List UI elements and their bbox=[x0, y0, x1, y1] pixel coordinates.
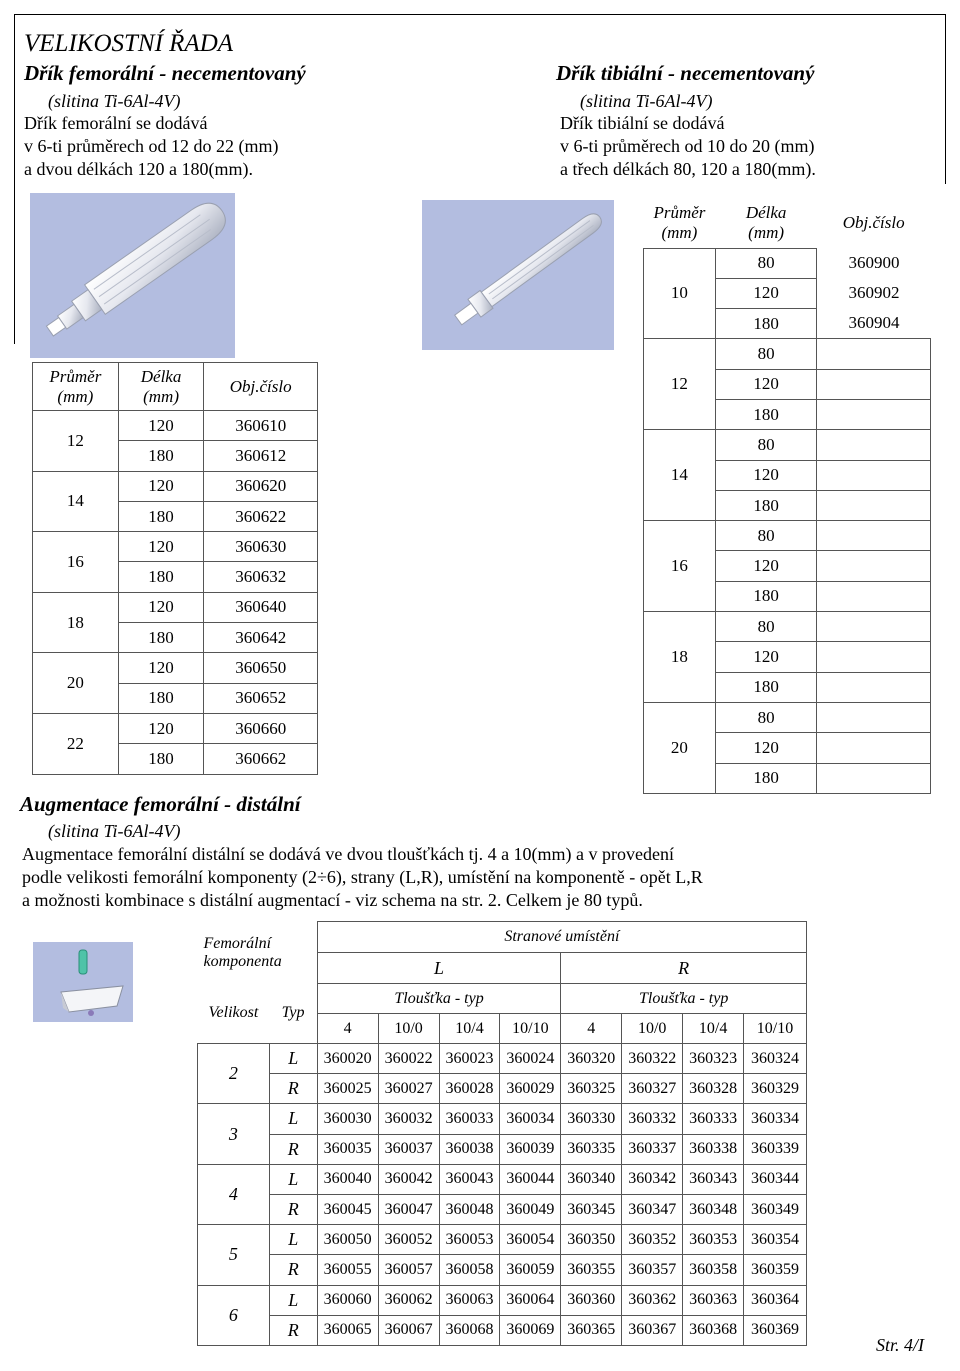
augment-order-number: 360353 bbox=[683, 1225, 744, 1255]
augment-order-number: 360322 bbox=[622, 1044, 683, 1074]
augment-side-type: L bbox=[269, 1164, 317, 1194]
tibial-order-number bbox=[817, 460, 931, 490]
augment-title: Augmentace femorální - distální bbox=[20, 792, 301, 816]
augment-type-header: 4 bbox=[561, 1014, 622, 1044]
femoral-order-number: 360630 bbox=[204, 532, 318, 562]
tibial-length: 180 bbox=[715, 309, 817, 339]
femoral-order-number: 360632 bbox=[204, 562, 318, 592]
table-row bbox=[198, 1315, 807, 1345]
augment-order-number: 360060 bbox=[317, 1285, 378, 1315]
page-frame-left bbox=[14, 14, 15, 344]
tibial-order-number bbox=[817, 642, 931, 672]
femoral-length: 120 bbox=[118, 471, 204, 501]
augment-order-number: 360328 bbox=[683, 1074, 744, 1104]
augment-side-type: L bbox=[269, 1044, 317, 1074]
tibial-length: 80 bbox=[715, 612, 817, 642]
tibial-order-number bbox=[817, 551, 931, 581]
tibial-length: 80 bbox=[715, 248, 817, 278]
augment-order-number: 360038 bbox=[439, 1134, 500, 1164]
augment-order-number: 360334 bbox=[744, 1104, 807, 1134]
table-row bbox=[644, 339, 931, 369]
augment-type-header: 10/10 bbox=[500, 1014, 561, 1044]
augment-order-number: 360064 bbox=[500, 1285, 561, 1315]
augment-order-number: 360028 bbox=[439, 1074, 500, 1104]
page-frame-top bbox=[14, 14, 946, 15]
augment-order-number: 360358 bbox=[683, 1255, 744, 1285]
augment-header-side: Stranové umístění bbox=[317, 922, 806, 953]
augment-header-L: L bbox=[317, 953, 561, 984]
augment-order-number: 360355 bbox=[561, 1255, 622, 1285]
augment-order-number: 360369 bbox=[744, 1315, 807, 1345]
femoral-order-number: 360642 bbox=[204, 623, 318, 653]
augment-order-number: 360032 bbox=[378, 1104, 439, 1134]
augment-order-number: 360325 bbox=[561, 1074, 622, 1104]
tibial-order-number bbox=[817, 702, 931, 732]
augment-order-number: 360022 bbox=[378, 1044, 439, 1074]
femoral-length: 180 bbox=[118, 744, 204, 774]
augment-order-number: 360367 bbox=[622, 1315, 683, 1345]
femoral-table-body bbox=[33, 411, 318, 775]
tibial-order-number bbox=[817, 672, 931, 702]
femoral-order-number: 360622 bbox=[204, 501, 318, 531]
tibial-order-number bbox=[817, 490, 931, 520]
tibial-desc-2: v 6-ti průměrech od 10 do 20 (mm) bbox=[560, 136, 815, 156]
augment-order-number: 360063 bbox=[439, 1285, 500, 1315]
augment-header-component bbox=[198, 922, 318, 984]
augment-order-number: 360025 bbox=[317, 1074, 378, 1104]
tibial-length: 120 bbox=[715, 733, 817, 763]
augment-type-header: 4 bbox=[317, 1014, 378, 1044]
augment-order-number: 360052 bbox=[378, 1225, 439, 1255]
tibial-diameter: 16 bbox=[644, 521, 716, 612]
femoral-order-number: 360660 bbox=[204, 713, 318, 743]
table-row bbox=[198, 1225, 807, 1255]
augment-order-number: 360054 bbox=[500, 1225, 561, 1255]
table-row bbox=[33, 592, 318, 622]
femoral-length: 120 bbox=[118, 592, 204, 622]
tibial-order-number: 360900 bbox=[848, 253, 900, 273]
augment-order-number: 360320 bbox=[561, 1044, 622, 1074]
augment-order-number: 360332 bbox=[622, 1104, 683, 1134]
femoral-header-length bbox=[118, 363, 204, 411]
table-row bbox=[33, 411, 318, 441]
header-text: Femorální bbox=[203, 934, 272, 952]
augment-type-header: 10/4 bbox=[683, 1014, 744, 1044]
augment-order-number: 360037 bbox=[378, 1134, 439, 1164]
augment-order-number: 360343 bbox=[683, 1164, 744, 1194]
tibial-order-number bbox=[817, 521, 931, 551]
tibial-order-number bbox=[817, 581, 931, 611]
augment-header-size: Velikost bbox=[208, 1004, 259, 1022]
header-text: (mm) bbox=[57, 386, 94, 406]
table-row bbox=[198, 1194, 807, 1224]
augment-order-number: 360068 bbox=[439, 1315, 500, 1345]
tibial-order-number bbox=[817, 339, 931, 369]
augment-order-number: 360058 bbox=[439, 1255, 500, 1285]
tibial-length: 180 bbox=[715, 672, 817, 702]
femoral-diameter: 16 bbox=[33, 532, 119, 593]
augment-order-number: 360024 bbox=[500, 1044, 561, 1074]
augment-order-number: 360069 bbox=[500, 1315, 561, 1345]
augment-order-number: 360339 bbox=[744, 1134, 807, 1164]
header-text: Průměr bbox=[653, 202, 706, 222]
augment-side-type: R bbox=[269, 1074, 317, 1104]
augment-side-type: L bbox=[269, 1104, 317, 1134]
tibial-header-length bbox=[715, 198, 817, 248]
augment-order-number: 360023 bbox=[439, 1044, 500, 1074]
tibial-order-number: 360902 bbox=[848, 283, 900, 303]
augment-order-number: 360065 bbox=[317, 1315, 378, 1345]
augment-header-type: Typ bbox=[281, 1004, 305, 1022]
augment-order-number: 360033 bbox=[439, 1104, 500, 1134]
tibial-length: 80 bbox=[715, 430, 817, 460]
augment-side-type: R bbox=[269, 1255, 317, 1285]
augment-order-number: 360043 bbox=[439, 1164, 500, 1194]
augment-order-number: 360057 bbox=[378, 1255, 439, 1285]
augment-header-R: R bbox=[561, 953, 807, 984]
augment-size: 5 bbox=[198, 1225, 270, 1285]
tibial-order-number bbox=[817, 369, 931, 399]
tibial-desc-1: Dřík tibiální se dodává bbox=[560, 113, 725, 133]
augment-order-number: 360027 bbox=[378, 1074, 439, 1104]
table-row bbox=[644, 612, 931, 642]
femoral-length: 180 bbox=[118, 441, 204, 471]
header-text: Průměr bbox=[49, 366, 102, 386]
augment-order-number: 360344 bbox=[744, 1164, 807, 1194]
tibial-order-number bbox=[817, 612, 931, 642]
augment-order-number: 360345 bbox=[561, 1194, 622, 1224]
augment-order-number: 360040 bbox=[317, 1164, 378, 1194]
augment-order-number: 360338 bbox=[683, 1134, 744, 1164]
tibial-diameter: 12 bbox=[644, 339, 716, 430]
augment-order-number: 360333 bbox=[683, 1104, 744, 1134]
augment-table bbox=[197, 921, 807, 1346]
augment-order-number: 360348 bbox=[683, 1194, 744, 1224]
table-row bbox=[198, 1134, 807, 1164]
header-text: (mm) bbox=[748, 222, 785, 242]
femoral-order-number: 360620 bbox=[204, 471, 318, 501]
augment-order-number: 360340 bbox=[561, 1164, 622, 1194]
tibial-length: 180 bbox=[715, 581, 817, 611]
augment-order-number: 360042 bbox=[378, 1164, 439, 1194]
augment-order-number: 360342 bbox=[622, 1164, 683, 1194]
femoral-diameter: 22 bbox=[33, 713, 119, 774]
femoral-order-number: 360612 bbox=[204, 441, 318, 471]
augment-type-header: 10/10 bbox=[744, 1014, 807, 1044]
femoral-diameter: 18 bbox=[33, 592, 119, 653]
tibial-table-header bbox=[644, 198, 931, 248]
augment-side-type: L bbox=[269, 1225, 317, 1255]
tibial-table bbox=[643, 198, 931, 794]
augment-order-number: 360368 bbox=[683, 1315, 744, 1345]
augment-order-number: 360329 bbox=[744, 1074, 807, 1104]
header-text: (mm) bbox=[143, 386, 179, 406]
table-row bbox=[644, 521, 931, 551]
augment-order-number: 360365 bbox=[561, 1315, 622, 1345]
tibial-length: 180 bbox=[715, 399, 817, 429]
augment-desc-2: podle velikosti femorální komponenty (2÷6), strany (L,R), umístění na komponentě - opět L,R bbox=[22, 867, 703, 887]
table-row bbox=[33, 532, 318, 562]
tibial-length: 120 bbox=[715, 460, 817, 490]
table-row bbox=[198, 1255, 807, 1285]
table-row bbox=[198, 1104, 807, 1134]
femoral-stem-image bbox=[30, 193, 235, 358]
augment-size: 4 bbox=[198, 1164, 270, 1224]
augment-order-number: 360337 bbox=[622, 1134, 683, 1164]
augment-order-number: 360323 bbox=[683, 1044, 744, 1074]
femoral-table-header bbox=[33, 363, 318, 411]
table-row bbox=[198, 1074, 807, 1104]
augment-alloy: (slitina Ti-6Al-4V) bbox=[48, 821, 181, 841]
table-row bbox=[33, 653, 318, 683]
augment-order-number: 360050 bbox=[317, 1225, 378, 1255]
tibial-table-body bbox=[644, 248, 931, 793]
augment-order-number: 360044 bbox=[500, 1164, 561, 1194]
table-row bbox=[33, 713, 318, 743]
femoral-desc-3: a dvou délkách 120 a 180(mm). bbox=[24, 159, 253, 179]
femoral-title: Dřík femorální - necementovaný bbox=[24, 61, 306, 85]
tibial-diameter: 20 bbox=[644, 702, 716, 793]
augment-order-number: 360363 bbox=[683, 1285, 744, 1315]
augment-side-type: L bbox=[269, 1285, 317, 1315]
page-number: Str. 4/I bbox=[876, 1335, 925, 1355]
femoral-diameter: 12 bbox=[33, 411, 119, 472]
augment-order-number: 360048 bbox=[439, 1194, 500, 1224]
augment-order-number: 360324 bbox=[744, 1044, 807, 1074]
augment-order-number: 360049 bbox=[500, 1194, 561, 1224]
augment-order-number: 360349 bbox=[744, 1194, 807, 1224]
augment-desc-1: Augmentace femorální distální se dodává ve dvou tloušťkách tj. 4 a 10(mm) a v provedení bbox=[22, 844, 675, 864]
tibial-order-number bbox=[817, 733, 931, 763]
tibial-length: 180 bbox=[715, 490, 817, 520]
augment-size: 2 bbox=[198, 1044, 270, 1104]
augment-order-number: 360067 bbox=[378, 1315, 439, 1345]
augment-order-number: 360055 bbox=[317, 1255, 378, 1285]
femoral-length: 120 bbox=[118, 532, 204, 562]
augment-order-number: 360354 bbox=[744, 1225, 807, 1255]
augment-order-number: 360364 bbox=[744, 1285, 807, 1315]
tibial-alloy: (slitina Ti-6Al-4V) bbox=[580, 91, 713, 111]
femoral-diameter: 14 bbox=[33, 471, 119, 532]
tibial-desc-3: a třech délkách 80, 120 a 180(mm). bbox=[560, 159, 816, 179]
header-text: Délka bbox=[745, 202, 787, 222]
tibial-length: 120 bbox=[715, 642, 817, 672]
augment-order-number: 360362 bbox=[622, 1285, 683, 1315]
table-row bbox=[198, 1164, 807, 1194]
augment-order-number: 360020 bbox=[317, 1044, 378, 1074]
femoral-length: 180 bbox=[118, 683, 204, 713]
augment-order-number: 360352 bbox=[622, 1225, 683, 1255]
tibial-length: 120 bbox=[715, 369, 817, 399]
table-row bbox=[33, 471, 318, 501]
table-row bbox=[198, 1044, 807, 1074]
femoral-header-order: Obj.číslo bbox=[204, 363, 318, 411]
femoral-length: 180 bbox=[118, 562, 204, 592]
augment-order-number: 360034 bbox=[500, 1104, 561, 1134]
table-row bbox=[644, 702, 931, 732]
augment-side-type: R bbox=[269, 1194, 317, 1224]
femoral-table bbox=[32, 362, 318, 775]
femoral-desc-2: v 6-ti průměrech od 12 do 22 (mm) bbox=[24, 136, 279, 156]
tibial-order-number: 360904 bbox=[848, 313, 900, 333]
augment-table-body bbox=[198, 1044, 807, 1346]
augment-image bbox=[33, 942, 133, 1022]
tibial-length: 80 bbox=[715, 702, 817, 732]
augment-order-number: 360039 bbox=[500, 1134, 561, 1164]
tibial-length: 180 bbox=[715, 763, 817, 793]
augment-side-type: R bbox=[269, 1315, 317, 1345]
femoral-header-diameter bbox=[33, 363, 119, 411]
augment-type-header: 10/4 bbox=[439, 1014, 500, 1044]
augment-header-row-1 bbox=[198, 922, 807, 953]
augment-size: 3 bbox=[198, 1104, 270, 1164]
augment-header-thickness-L: Tloušťka - typ bbox=[317, 984, 561, 1014]
tibial-order-number bbox=[817, 763, 931, 793]
femoral-length: 120 bbox=[118, 411, 204, 441]
augment-order-number: 360350 bbox=[561, 1225, 622, 1255]
table-row bbox=[198, 1285, 807, 1315]
augment-order-number: 360327 bbox=[622, 1074, 683, 1104]
tibial-length: 80 bbox=[715, 339, 817, 369]
tibial-length: 120 bbox=[715, 278, 817, 308]
augment-order-number: 360059 bbox=[500, 1255, 561, 1285]
femoral-length: 120 bbox=[118, 713, 204, 743]
header-text: Délka bbox=[140, 366, 182, 386]
tibial-header-order: Obj.číslo bbox=[842, 213, 905, 232]
femoral-alloy: (slitina Ti-6Al-4V) bbox=[48, 91, 181, 111]
tibial-title: Dřík tibiální - necementovaný bbox=[556, 61, 815, 85]
table-row bbox=[644, 430, 931, 460]
augment-order-number: 360047 bbox=[378, 1194, 439, 1224]
femoral-order-number: 360662 bbox=[204, 744, 318, 774]
tibial-diameter: 10 bbox=[644, 248, 716, 339]
augment-order-number: 360053 bbox=[439, 1225, 500, 1255]
augment-side-type: R bbox=[269, 1134, 317, 1164]
augment-type-header: 10/0 bbox=[378, 1014, 439, 1044]
tibial-order-number bbox=[817, 430, 931, 460]
augment-type-header: 10/0 bbox=[622, 1014, 683, 1044]
tibial-stem-image bbox=[422, 200, 614, 350]
augment-order-number: 360330 bbox=[561, 1104, 622, 1134]
page-frame-right bbox=[945, 14, 946, 184]
page-title: VELIKOSTNÍ ŘADA bbox=[24, 30, 234, 57]
femoral-order-number: 360610 bbox=[204, 411, 318, 441]
augment-order-number: 360360 bbox=[561, 1285, 622, 1315]
augment-order-number: 360347 bbox=[622, 1194, 683, 1224]
femoral-order-number: 360640 bbox=[204, 592, 318, 622]
femoral-length: 180 bbox=[118, 501, 204, 531]
tibial-header-diameter bbox=[644, 198, 716, 248]
tibial-diameter: 18 bbox=[644, 612, 716, 703]
header-text: (mm) bbox=[661, 222, 698, 242]
femoral-diameter: 20 bbox=[33, 653, 119, 714]
augment-order-number: 360035 bbox=[317, 1134, 378, 1164]
augment-desc-3: a možnosti kombinace s distální augmentací - viz schema na str. 2. Celkem je 80 typů. bbox=[22, 890, 643, 910]
femoral-order-number: 360652 bbox=[204, 683, 318, 713]
augment-header-thickness-R: Tloušťka - typ bbox=[561, 984, 807, 1014]
tibial-order-number bbox=[817, 399, 931, 429]
header-text: komponenta bbox=[203, 952, 282, 970]
femoral-desc-1: Dřík femorální se dodává bbox=[24, 113, 208, 133]
augment-order-number: 360357 bbox=[622, 1255, 683, 1285]
augment-order-number: 360045 bbox=[317, 1194, 378, 1224]
augment-order-number: 360029 bbox=[500, 1074, 561, 1104]
femoral-order-number: 360650 bbox=[204, 653, 318, 683]
augment-order-number: 360359 bbox=[744, 1255, 807, 1285]
augment-order-number: 360030 bbox=[317, 1104, 378, 1134]
femoral-length: 120 bbox=[118, 653, 204, 683]
tibial-length: 120 bbox=[715, 551, 817, 581]
femoral-length: 180 bbox=[118, 623, 204, 653]
augment-order-number: 360335 bbox=[561, 1134, 622, 1164]
augment-order-number: 360062 bbox=[378, 1285, 439, 1315]
tibial-length: 80 bbox=[715, 521, 817, 551]
augment-header-row-3 bbox=[198, 984, 807, 1014]
augment-size: 6 bbox=[198, 1285, 270, 1345]
table-row bbox=[644, 248, 931, 278]
tibial-diameter: 14 bbox=[644, 430, 716, 521]
